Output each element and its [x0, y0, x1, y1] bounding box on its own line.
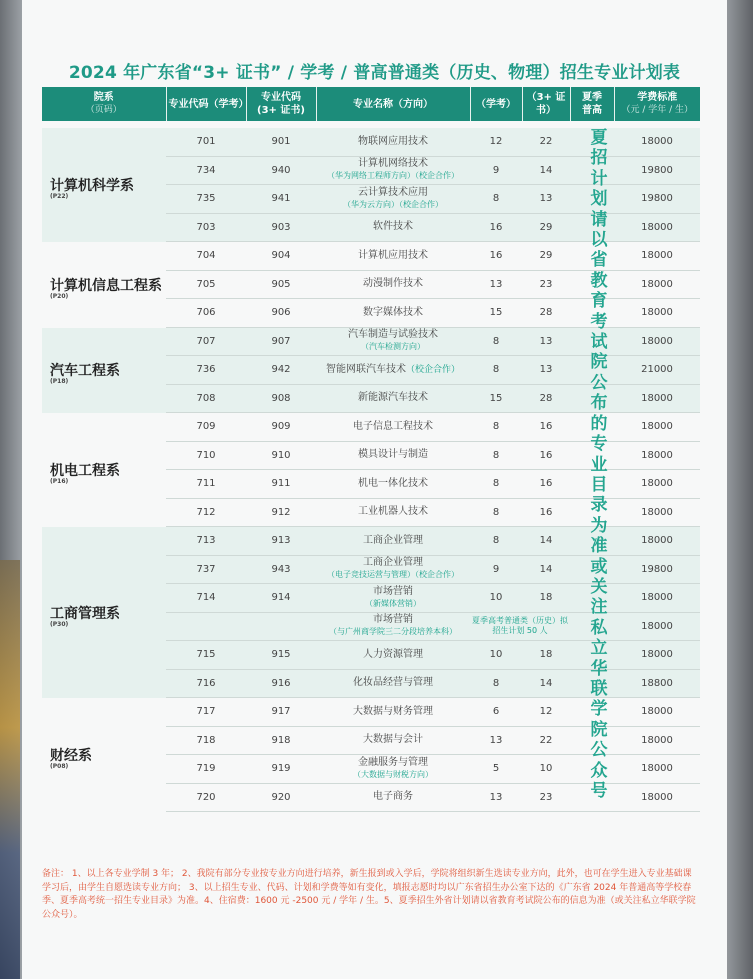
major-code-3plus: 942: [246, 364, 316, 375]
plan-xk: 8: [470, 364, 522, 375]
tuition: 18000: [641, 307, 673, 319]
major-name: [316, 614, 470, 638]
major-name: [316, 557, 470, 581]
plan-xk: 8: [492, 506, 500, 518]
major-code-3plus: 915: [246, 649, 316, 660]
table-row: [166, 670, 700, 699]
plan-xk: 15: [470, 393, 522, 404]
dept-page: (P22): [50, 193, 69, 200]
major-name: [316, 364, 470, 376]
plan-3plus: 16: [539, 449, 553, 461]
plan-3plus: 16: [539, 421, 553, 433]
major-code-3plus: 909: [271, 421, 291, 433]
plan-xk: 8: [492, 478, 500, 490]
tuition: 18800: [614, 678, 700, 689]
table-row: [166, 584, 700, 613]
document-page: [22, 0, 727, 979]
tuition: 18000: [641, 278, 673, 290]
major-name: [316, 677, 470, 689]
tuition: 18000: [641, 763, 673, 775]
major-title: 化妆品经营与管理: [353, 677, 433, 689]
plan-3plus: 23: [539, 791, 553, 803]
plan-3plus: 22: [539, 734, 553, 746]
dept-name: 工商管理系: [50, 605, 120, 622]
table-row: [166, 527, 700, 556]
dept-name: 计算机信息工程系: [50, 277, 162, 294]
tuition: 18000: [614, 535, 700, 546]
plan-xk: 8: [492, 421, 500, 433]
major-code-3plus: 916: [246, 678, 316, 689]
table-row: [166, 784, 700, 813]
plan-xk: 6: [492, 706, 500, 718]
plan-3plus: 13: [522, 336, 570, 347]
major-title: 物联网应用技术: [358, 135, 428, 147]
major-title: 云计算技术应用: [358, 186, 428, 198]
table-row: [166, 556, 700, 585]
major-title: 模具设计与制造: [358, 449, 428, 461]
tuition: 18000: [614, 649, 700, 660]
plan-3plus: 18: [522, 592, 570, 603]
major-title: 金融服务与管理: [358, 756, 428, 768]
dept-cell: [42, 698, 166, 812]
tuition: 18000: [614, 136, 700, 147]
plan-xk: 12: [470, 136, 522, 147]
major-title: 市场营销: [373, 614, 413, 626]
dept-page: (P30): [50, 620, 69, 628]
plan-xk: 10: [470, 592, 522, 603]
major-code-3plus: 912: [271, 506, 291, 518]
table-row: [166, 727, 700, 756]
major-direction-note: （华为网络工程师方向）（校企合作）: [327, 171, 459, 181]
header-major-name: 专业名称（方向）: [316, 87, 470, 121]
major-code-xk: 704: [196, 250, 216, 262]
tuition: 18000: [641, 706, 673, 718]
plan-3plus: 10: [539, 763, 553, 775]
plan-3plus: 22: [522, 136, 570, 147]
plan-xk: 13: [489, 278, 503, 290]
header-major-code-3plus: 专业代码 (3+ 证书): [246, 87, 316, 121]
plan-3plus: 23: [539, 278, 553, 290]
dept-cell: [42, 128, 166, 242]
major-inline-note: （校企合作）: [405, 364, 460, 375]
major-title: 汽车制造与试验技术: [348, 329, 438, 341]
major-code-xk: 737: [166, 564, 246, 575]
tuition: 19800: [614, 165, 700, 176]
major-name: [316, 478, 470, 490]
major-name: [316, 649, 470, 661]
plan-3plus: 14: [522, 678, 570, 689]
major-code-3plus: 907: [246, 336, 316, 347]
major-code-xk: 714: [166, 592, 246, 603]
major-title: 机电一体化技术: [358, 477, 428, 489]
dept-page: (P18): [50, 378, 69, 386]
major-name: [316, 421, 470, 433]
plan-xk: 9: [470, 564, 522, 575]
major-name: [316, 757, 470, 781]
major-name: [316, 535, 470, 547]
table-row: [166, 442, 700, 471]
plan-3plus: 14: [522, 535, 570, 546]
major-code-3plus: 913: [246, 535, 316, 546]
major-code-xk: 711: [196, 478, 216, 490]
major-direction-note: （新媒体营销）: [365, 598, 421, 608]
major-title: 软件技术: [373, 221, 413, 233]
major-code-3plus: 905: [271, 278, 291, 290]
major-code-3plus: 906: [271, 307, 291, 319]
plan-xk: 8: [470, 193, 522, 204]
table-row: [166, 698, 700, 727]
table-row: [166, 499, 700, 528]
table-header: [42, 87, 700, 121]
table-row: [166, 613, 700, 642]
table-row: [166, 356, 700, 385]
major-code-3plus: 908: [246, 393, 316, 404]
plan-3plus: 28: [522, 393, 570, 404]
major-title: 新能源汽车技术: [358, 392, 428, 404]
major-title: 工业机器人技术: [358, 506, 428, 518]
tuition: 18000: [641, 421, 673, 433]
plan-3plus: 13: [522, 193, 570, 204]
dept-cell: [42, 527, 166, 698]
plan-xk: 10: [470, 649, 522, 660]
major-code-xk: 713: [166, 535, 246, 546]
tuition: 18000: [641, 791, 673, 803]
major-name: [316, 791, 470, 803]
page-edge-decoration: [0, 560, 20, 979]
tuition: 18000: [614, 621, 700, 632]
header-tuition: 学费标准 （元 / 学年 / 生）: [621, 92, 693, 115]
major-direction-note: （与广州商学院三二分段培养本科）: [329, 627, 457, 637]
major-title: 大数据与财务管理: [353, 705, 433, 717]
major-name: [316, 278, 470, 290]
dept-page: (P20): [50, 292, 69, 300]
tuition: 19800: [614, 193, 700, 204]
major-name: [316, 449, 470, 461]
tuition: 18000: [614, 393, 700, 404]
major-code-3plus: 918: [271, 734, 291, 746]
tuition: 21000: [614, 364, 700, 375]
dept-name: 财经系: [50, 748, 92, 764]
table-row: [166, 755, 700, 784]
plan-3plus: 29: [539, 250, 553, 262]
major-code-3plus: 901: [246, 136, 316, 147]
major-name: [316, 158, 470, 182]
footer-remarks: 备注： 1、以上各专业学制 3 年； 2、我院有部分专业按专业方向进行培养，新生报到或入学后，学院将组织新生选读专业方向，此外，也可在学生进入专业基础课学习后，由学生自愿选读专业方向； 3、以上招生专业、代码、计划和学费等如有变化，填报志愿时均以广东省招生办公室下达的《广东省 2024 年普通高等学校春季、夏季高考统一招生专业目录》为准。4、住宿费：1600 元 -2500 元 / 学年 / 生。5、夏季招生外省计划请以省教育考试院公布的信息为准（或关注私立华联学院公众号）。: [42, 869, 696, 920]
plan-xk: 8: [470, 336, 522, 347]
major-direction-note: （汽车检测方向）: [361, 342, 425, 352]
major-code-xk: 715: [166, 649, 246, 660]
plan-3plus: 28: [539, 307, 553, 319]
major-name: [316, 221, 470, 233]
major-code-xk: 705: [196, 278, 216, 290]
major-name: [316, 506, 470, 518]
major-title: 动漫制作技术: [363, 278, 423, 290]
header-major-code-xk: 专业代码（学考）: [166, 87, 246, 121]
major-code-3plus: 904: [271, 250, 291, 262]
major-code-xk: 703: [166, 222, 246, 233]
plan-3plus: 14: [522, 564, 570, 575]
major-title: 电子商务: [373, 791, 413, 803]
plan-remark: 夏季高考普通类（历史）拟招生计划 50 人: [472, 616, 568, 636]
plan-3plus: 14: [522, 165, 570, 176]
tuition: 18000: [641, 506, 673, 518]
major-name: [316, 250, 470, 262]
major-direction-note: （电子竞技运营与管理）（校企合作）: [327, 570, 459, 580]
plan-xk: 8: [492, 449, 500, 461]
major-direction-note: （华为云方向）（校企合作）: [343, 199, 443, 209]
table-row: [166, 299, 700, 328]
major-code-xk: 701: [166, 136, 246, 147]
major-name: [316, 734, 470, 746]
header-dept: 院系 （页码）: [42, 87, 166, 121]
major-code-3plus: 943: [246, 564, 316, 575]
plan-3plus: 16: [539, 506, 553, 518]
major-code-3plus: 940: [246, 165, 316, 176]
plan-xk: 8: [470, 535, 522, 546]
plan-xk: 9: [470, 165, 522, 176]
major-title: 人力资源管理: [363, 648, 423, 660]
major-name: [316, 392, 470, 404]
tuition: 18000: [614, 336, 700, 347]
major-code-3plus: 903: [246, 222, 316, 233]
major-name: [316, 307, 470, 319]
table-row: [166, 328, 700, 357]
tuition: 18000: [614, 222, 700, 233]
major-code-3plus: 941: [246, 193, 316, 204]
major-code-xk: 717: [196, 706, 216, 718]
table-row: [166, 470, 700, 499]
major-title: 大数据与会计: [363, 734, 423, 746]
tuition: 19800: [614, 564, 700, 575]
plan-xk: 13: [489, 734, 503, 746]
major-code-xk: 735: [166, 193, 246, 204]
plan-xk: 5: [492, 763, 500, 775]
plan-3plus: 12: [539, 706, 553, 718]
major-code-3plus: 911: [271, 478, 291, 490]
page-title: 2024 年广东省“3+ 证书” / 学考 / 普高普通类（历史、物理）招生专业计划表: [68, 63, 681, 83]
major-title: 计算机网络技术: [358, 158, 428, 170]
tuition: 18000: [641, 449, 673, 461]
plan-3plus: 18: [522, 649, 570, 660]
dept-cell: [42, 242, 166, 328]
major-code-xk: 720: [196, 791, 216, 803]
tuition: 18000: [641, 478, 673, 490]
table-row: [166, 385, 700, 414]
plan-xk: 16: [470, 222, 522, 233]
major-title: 数字媒体技术: [363, 306, 423, 318]
major-code-xk: 719: [196, 763, 216, 775]
plan-xk: 15: [489, 307, 503, 319]
major-code-xk: 712: [196, 506, 216, 518]
dept-page: (P08): [50, 763, 69, 770]
plan-xk: 16: [489, 250, 503, 262]
major-code-3plus: 917: [271, 706, 291, 718]
major-code-3plus: 910: [271, 449, 291, 461]
major-code-3plus: 920: [271, 791, 291, 803]
major-code-3plus: 919: [271, 763, 291, 775]
tuition: 18000: [641, 250, 673, 262]
major-code-xk: 716: [166, 678, 246, 689]
dept-name: 计算机科学系: [50, 178, 134, 194]
major-code-xk: 706: [196, 307, 216, 319]
dept-cell: [42, 328, 166, 414]
major-name: [316, 329, 470, 353]
dept-cell: [42, 413, 166, 527]
major-title: 计算机应用技术: [358, 249, 428, 261]
plan-xk: 13: [489, 791, 503, 803]
plan-3plus: 16: [539, 478, 553, 490]
major-code-3plus: 914: [246, 592, 316, 603]
dept-page: (P16): [50, 478, 69, 485]
major-code-xk: 709: [196, 421, 216, 433]
major-code-xk: 707: [166, 336, 246, 347]
major-direction-note: （大数据与财税方向）: [353, 769, 433, 779]
table-row: [166, 413, 700, 442]
tuition: 18000: [614, 592, 700, 603]
header-xk: （学考）: [470, 87, 522, 121]
major-code-xk: 710: [196, 449, 216, 461]
header-summer: 夏季 普高: [570, 87, 614, 121]
table-row: [166, 214, 700, 243]
dept-name: 机电工程系: [50, 463, 120, 479]
plan-xk: 8: [470, 678, 522, 689]
major-title: 市场营销: [373, 585, 413, 597]
header-3plus: （3+ 证书）: [522, 87, 570, 121]
major-title: 电子信息工程技术: [353, 420, 433, 432]
table-row: [166, 641, 700, 670]
major-title: 智能网联汽车技术（校企合作）: [325, 363, 460, 375]
plan-3plus: 13: [522, 364, 570, 375]
table-row: [166, 185, 700, 214]
summer-enrollment-note: 夏招计划请以省教育考试院公布的专业目录为准或关注私立华联学院公众号: [590, 128, 608, 801]
table-row: [166, 271, 700, 300]
major-code-xk: 708: [166, 393, 246, 404]
major-title: 工商企业管理: [363, 534, 423, 546]
major-title: 工商企业管理: [363, 557, 423, 569]
major-name: [316, 706, 470, 718]
table-row: [166, 157, 700, 186]
table-row: [166, 242, 700, 271]
major-name: [316, 136, 470, 148]
plan-3plus: 29: [522, 222, 570, 233]
dept-name: 汽车工程系: [50, 363, 120, 380]
major-name: [316, 586, 470, 610]
major-code-xk: 718: [196, 734, 216, 746]
table-row: [166, 128, 700, 157]
major-name: [316, 187, 470, 211]
major-code-xk: 736: [166, 364, 246, 375]
tuition: 18000: [641, 734, 673, 746]
major-code-xk: 734: [166, 165, 246, 176]
